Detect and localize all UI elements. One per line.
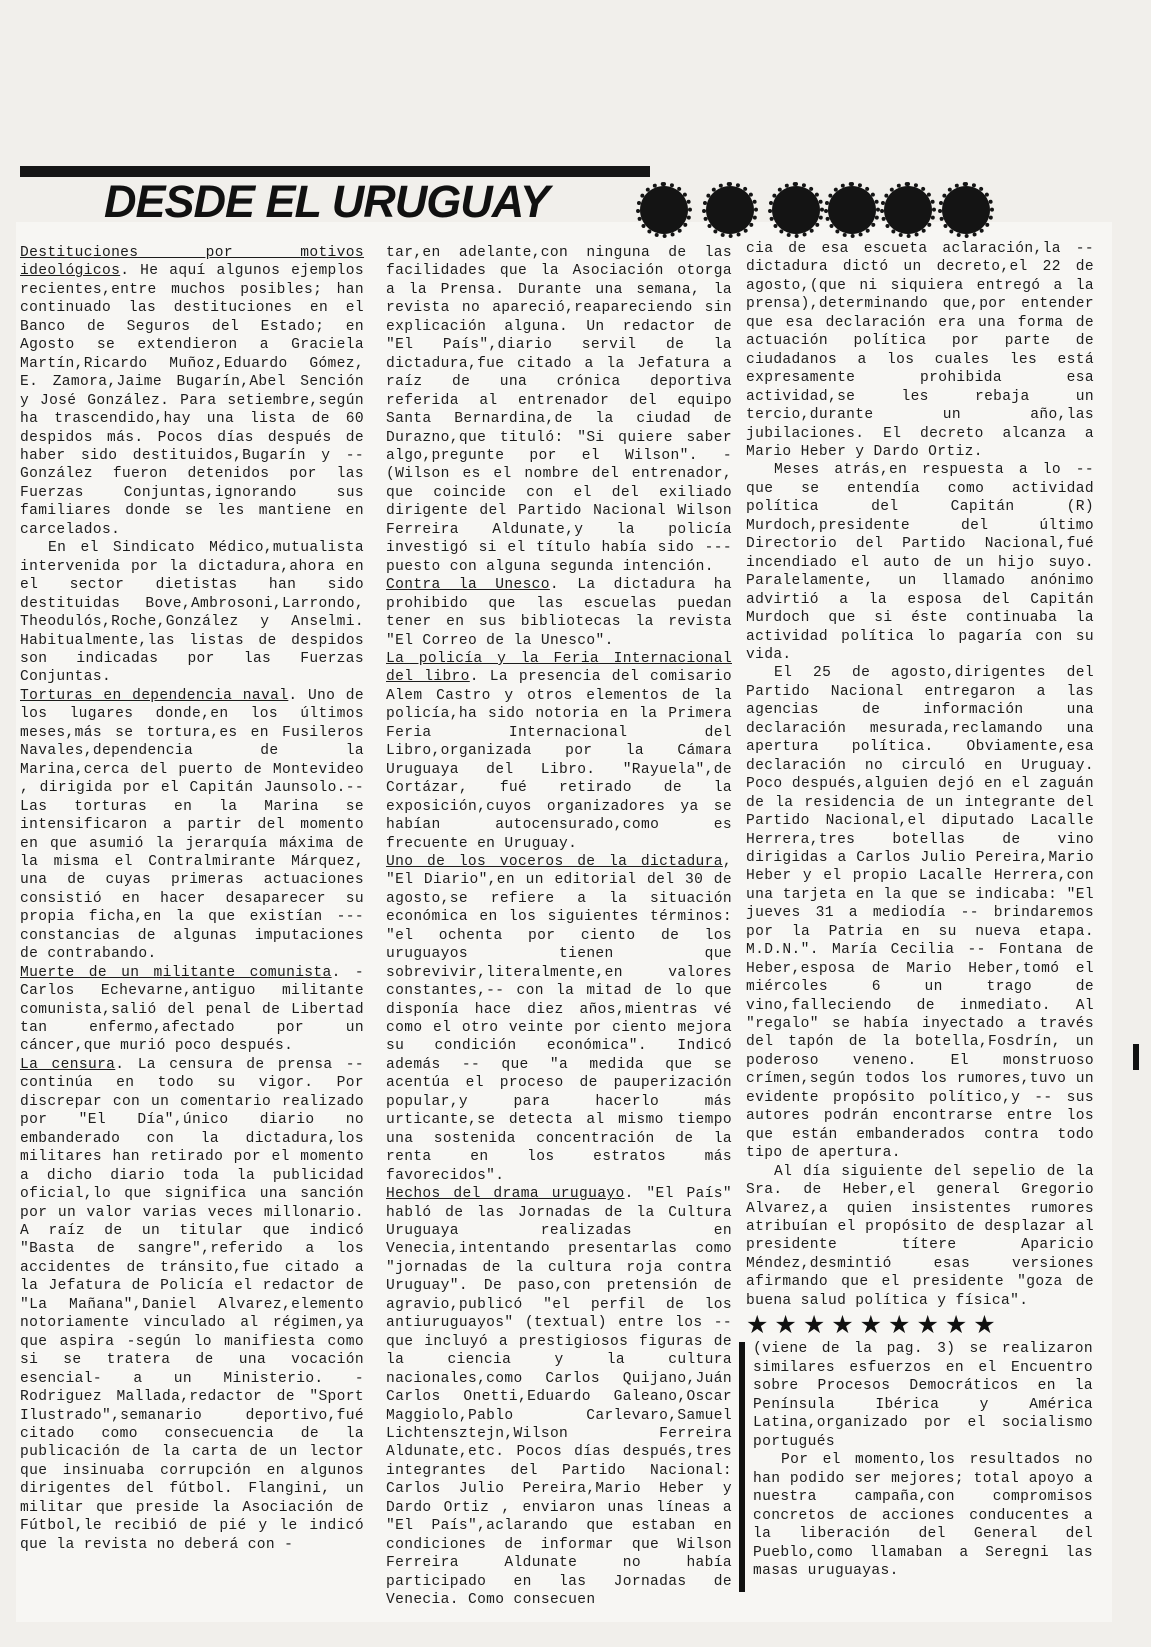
- paragraph: [20, 1056, 364, 1554]
- section-heading: Contra la Unesco: [386, 577, 550, 594]
- seal-icon: [640, 186, 688, 234]
- paragraph: cia de esa escueta aclaración,la -- dictadura dictó un decreto,el 22 de agosto,(que ni siquiera entregó a la prensa),determinando que,por entender que esa declaración era una forma de actuación política por parte de ciudadanos a los cuales les está expresamente prohibida esa actividad,se les rebaja un tercio,durante un año,las jubilaciones. El decreto alcanza a Mario Heber y Dardo Ortiz.: [746, 241, 1094, 460]
- paragraph: tar,en adelante,con ninguna de las facilidades que la Asociación otorga a la Prensa. Durante una semana, la revista no apareció,reapareciendo sin explicación alguna. Un redactor de "El País",diario servil de la dictadura,fue citado a la Jefatura a raíz de una crónica deportiva referida al entrenador del equipo Santa Bernardina,de la ciudad de Durazno,que tituló: "Si quiere saber algo,pregunte por el Wilson". - (Wilson es el nombre del entrenador, que coincide con el del exiliado dirigente del Partido Nacional Wilson Ferreira Aldunate,y la policía investigó si el título había sido --- puesto con alguna segunda intención.: [386, 245, 732, 575]
- paragraph: [386, 576, 732, 650]
- paragraph: [20, 964, 364, 1056]
- section-text: . La dictadura ha prohibido que las escuelas puedan tener en sus bibliotecas la revista "El Correo de la Unesco".: [386, 577, 732, 649]
- section-heading: Destituciones por motivos ideológicos: [20, 245, 364, 280]
- section-heading: La censura: [20, 1056, 116, 1073]
- continuation-bar: [739, 1342, 745, 1592]
- section-heading: Torturas en dependencia naval: [20, 687, 289, 704]
- continued-note: [753, 1340, 1093, 1581]
- paragraph: [20, 687, 364, 964]
- paragraph: (viene de la pag. 3) se realizaron similares esfuerzos en el Encuentro sobre Procesos Democráticos en la Península Ibérica y América Latina,organizado por el socialismo portugués: [753, 1341, 1093, 1450]
- seal-icon: [828, 186, 876, 234]
- section-text: . La censura de prensa -- continúa en todo su vigor. Por discrepar con un comentario realizado por "El Día",único diario no embanderado con la dictadura,los militares han retirado por el momento a dicho diario toda la publicidad oficial,lo que significa una sanción por un valor varias veces millonario. A raíz de un titular que indicó "Basta de sangre",referido a los accidentes de tránsito,fue citado a la Jefatura de Policía el redactor de "La Mañana",Daniel Alvarez,elemento notoriamente vinculado al régimen,ya que aspira -según lo manifiesta como si se tratera de una vocación esencial- a un Ministerio. - Rodriguez Mallada,redactor de "Sport Ilustrado",semanario deportivo,fué citado como consecuencia de la publicación de la carta de un lector que insinuaba corrupción en algunos dirigentes del fútbol. Flangini, un militar que preside la Asociación de Fútbol,le recibió de pié y le indicó que la revista no deberá con -: [20, 1056, 364, 1553]
- seal-icon: [772, 186, 820, 234]
- section-text: . "El País" habló de las Jornadas de la Cultura Uruguaya realizadas en Venecia,intentando presentarlas como "jornadas de la cultura roja contra Uruguay". De paso,con pretensión de agravio,publicó "el perfil de los antiuruguayos" (textual) entre los -- que incluyó a prestigiosos figuras de la ciencia y la cultura nacionales,como Carlos Quijano,Juán Carlos Onetti,Eduardo Galeano,Oscar Maggiolo,Pablo Carlevaro,Samuel Lichtensztejn,Wilson Ferreira Aldunate,etc. Pocos días después,tres integrantes del Partido Nacional: Carlos Julio Pereira,Mario Heber y Dardo Ortiz , enviaron unas líneas a "El País",aclarando que estaban en condiciones de informar que Wilson Ferreira Aldunate no había participado en las Jornadas de Venecia. Como consecuen: [386, 1186, 732, 1609]
- paragraph: El 25 de agosto,dirigentes del Partido Nacional entregaron a las agencias de información una declaración mesurada,reclamando una apertura política. Obviamente,esa declaración no circuló en Uruguay. Poco después,alguien dejó en el zaguán de la residencia de un integrante del Partido Nacional,el diputado Lacalle Herrera,tres botellas de vino dirigidas a Carlos Julio Pereira,Mario Heber y el propio Lacalle Herrera,con una tarjeta en la que se indicaba: "El jueves 31 a mediodía -- brindaremos por la Patria en su nueva etapa. M.D.N.". María Cecilia -- Fontana de Heber,esposa de Mario Heber,tomó el miércoles 6 un trago de vino,falleciendo de inmediato. Al "regalo" se había inyectado a través del tapón de la botella,Fosdrín, un poderoso veneno. El monstruoso crímen,según todos los rumores,tuvo un evidente propósito político,y -- sus autores podrán encontrarse entre los que están embanderados contra todo tipo de apertura.: [746, 665, 1094, 1162]
- page-title: DESDE EL URUGUAY: [104, 176, 549, 227]
- margin-mark: [1133, 1044, 1139, 1070]
- seal-icon: [942, 186, 990, 234]
- section-text: . He aquí algunos ejemplos recientes,entre muchos posibles; han continuado las destituciones en el Banco de Seguros del Estado; en Agosto se extendieron a Graciela Martín,Ricardo Muñoz,Eduardo Gómez, E. Zamora,Jaime Bugarín,Abel Sención y José González. Para setiembre,según ha trascendido,hay una lista de 60 despidos más. Pocos días después de haber sido destituidos,Bugarín y -- González fueron detenidos por las Fuerzas Conjuntas,ignorando sus familiares donde se les mantiene en carcelados.: [20, 263, 364, 538]
- section-heading: Muerte de un militante comunista: [20, 964, 332, 981]
- paragraph: [20, 244, 364, 539]
- paragraph: [386, 1185, 732, 1609]
- paragraph: [386, 650, 732, 853]
- star-divider: ★★★★★★★★★: [746, 1310, 1002, 1339]
- article-column-3: [746, 240, 1094, 1310]
- article-column-2: [386, 244, 732, 1610]
- seal-icon: [884, 186, 932, 234]
- header-seals: [640, 186, 1020, 242]
- section-text: . Uno de los lugares donde,en los últimos meses,más se tortura,es en Fusileros Navales,dependencia de la Marina,cerca del puerto de Montevideo , dirigida por el Capitán Jaunsolo.-- Las torturas en la Marina se intensificaron a partir del momento en que asumió la jerarquía máxima de la misma el Contralmirante Márquez, una de cuyas primeras actuaciones consistió en hacer desaparecer su propia ficha,en la que existían --- constancias de algunas imputaciones de contrabando.: [20, 687, 364, 963]
- section-heading: La policía y la Feria Internacional del libro: [386, 650, 732, 686]
- paragraph: [386, 853, 732, 1185]
- seal-icon: [706, 186, 754, 234]
- paragraph: Por el momento,los resultados no han podido ser mejores; total apoyo a nuestra campaña,con compromisos concretos de acciones conducentes a la liberación del General del Pueblo,como llamaban a Seregni las masas uruguayas.: [753, 1452, 1093, 1579]
- section-heading: Hechos del drama uruguayo: [386, 1186, 625, 1203]
- article-column-1: [20, 244, 364, 1554]
- paragraph: Meses atrás,en respuesta a lo -- que se entendía como actividad política del Capitán (R) Murdoch,presidente del último Directorio del Partido Nacional,fué incendiado el auto de un hijo suyo. Paralelamente, un llamado anónimo advirtió a la esposa del Capitán Murdoch que si éste continuaba la actividad política lo pagaría con su vida.: [746, 462, 1094, 663]
- section-text: , "El Diario",en un editorial del 30 de agosto,se refiere a la situación económica en los siguientes términos: "el ochenta por ciento de los uruguayos tienen que sobrevivir,literalmente,en valores constantes,-- con la mitad de lo que disponía hace diez años,mientras vé como el otro veinte por ciento mejora su condición económica". Indicó además -- que "a medida que se acentúa el proceso de pauperización popular,y para hacerlo más urticante,se detecta al mismo tiempo una sostenida concentración de la renta en los estratos más favorecidos".: [386, 853, 732, 1184]
- paragraph: Al día siguiente del sepelio de la Sra. de Heber,el general Gregorio Alvarez,a quien insistentes rumores atribuían el propósito de desplazar al presidente títere Aparicio Méndez,desmintió esas versiones afirmando que el presidente "goza de buena salud política y física".: [746, 1163, 1094, 1309]
- section-text: . - Carlos Echevarne,antiguo militante comunista,salió del penal de Libertad tan enfermo,afectado por un cáncer,que murió poco después.: [20, 964, 364, 1055]
- section-text: . La presencia del comisario Alem Castro y otros elementos de la policía,ha sido notoria en la Primera Feria Internacional del Libro,organizada por la Cámara Uruguaya del Libro. "Rayuela",de Cortázar, fué retirado de la exposición,cuyos organizadores ya se habían autocensurado,como es frecuente en Uruguay.: [386, 669, 732, 852]
- paragraph: En el Sindicato Médico,mutualista intervenida por la dictadura,ahora en el sector dietistas han sido destituidas Bove,Ambrosoni,Larrondo, Theodulós,Roche,González y Anselmi. Habitualmente,las listas de despidos son indicadas por las Fuerzas Conjuntas.: [20, 540, 364, 686]
- section-heading: Uno de los voceros de la dictadura: [386, 853, 723, 870]
